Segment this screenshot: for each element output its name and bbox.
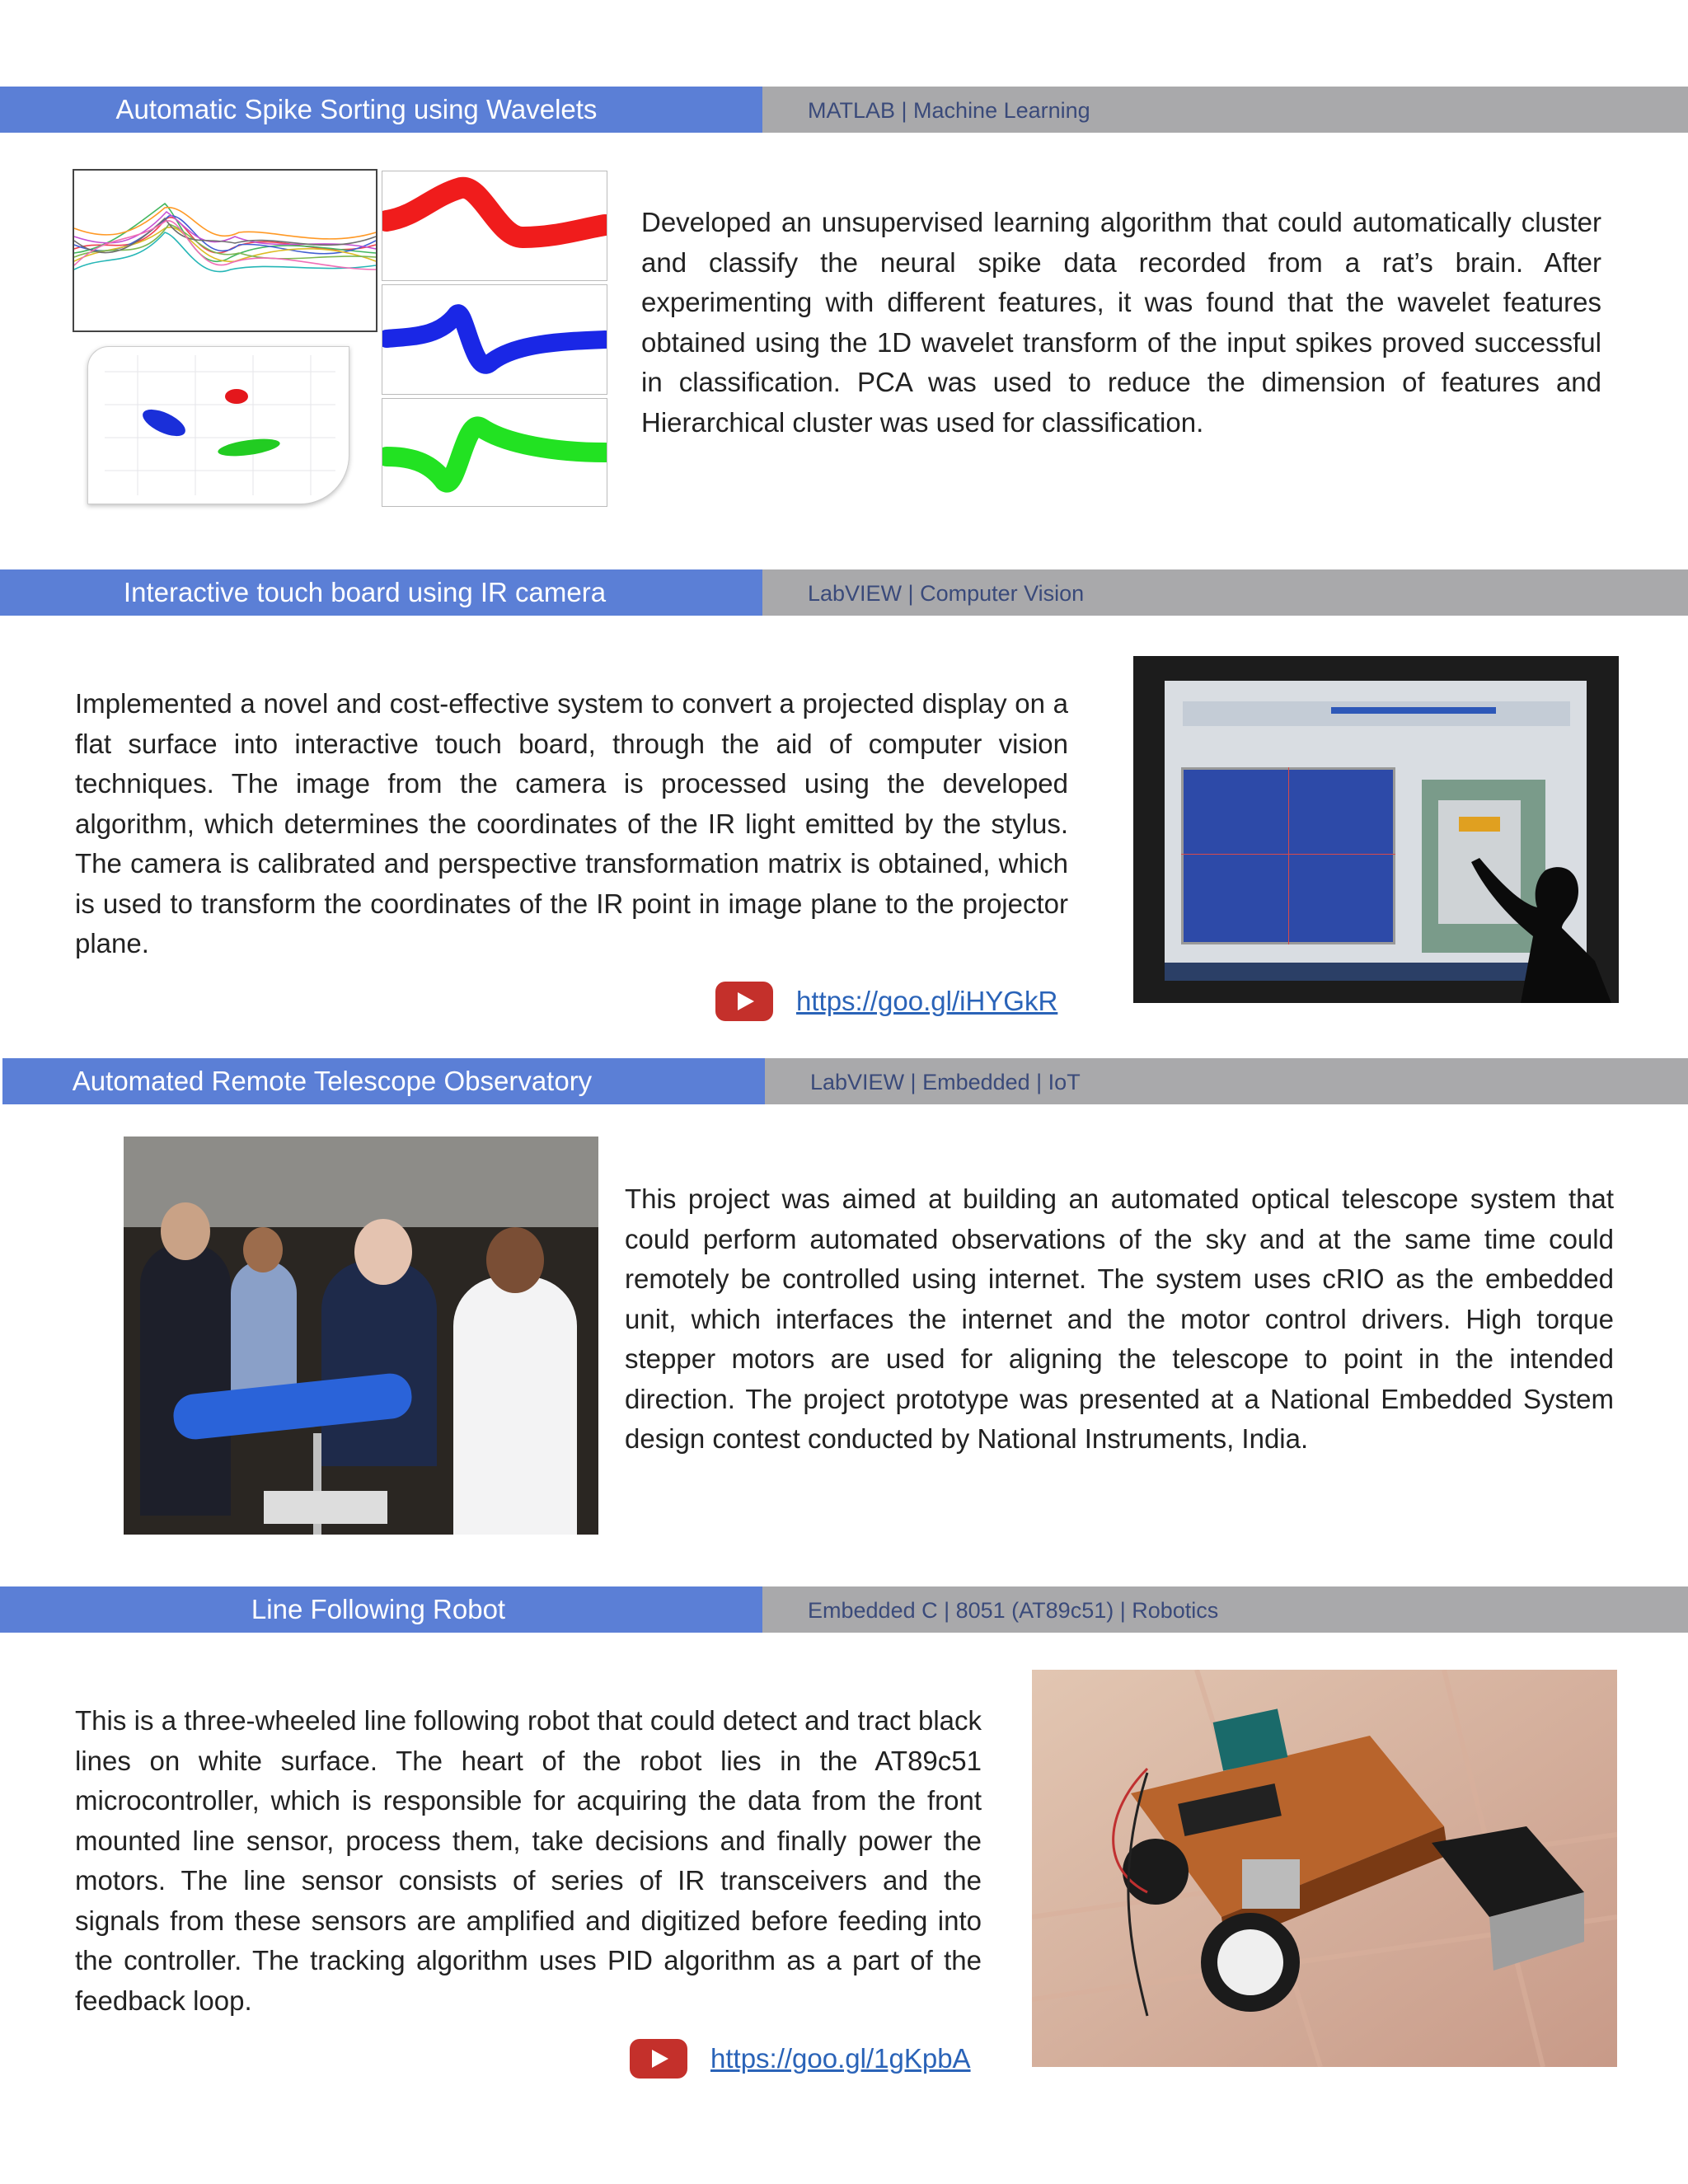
video-link[interactable]: https://goo.gl/iHYGkR xyxy=(796,986,1058,1016)
project-title: Line Following Robot xyxy=(251,1594,506,1624)
touch-board-photo xyxy=(1133,656,1619,1003)
project-description: Developed an unsupervised learning algorithm that could automatically cluster and classify the neural spike data recorded from a rat’s brain. After experimenting with different features, it was found that the wavelet features obtained using the 1D wavelet transform of the input spikes proved successful in classification. PCA was used to reduce the dimension of features and Hierarchical cluster was used for classification. xyxy=(641,207,1601,438)
video-link-row xyxy=(630,2039,971,2079)
line-robot-photo xyxy=(1032,1670,1617,2067)
video-link-row xyxy=(715,982,1057,1021)
project-tags: MATLAB | Machine Learning xyxy=(762,87,1688,133)
project-description: Implemented a novel and cost-effective system to convert a projected display on a flat surface into interactive touch board, through the aid of computer vision techniques. The image from the camera is processed using the developed algorithm, which determines the coordinates of the IR light emitted by the stylus. The camera is calibrated and perspective transformation matrix is obtained, which is used to transform the coordinates of the IR point in image plane to the projector plane. xyxy=(75,688,1068,958)
project-title-bar xyxy=(0,1586,762,1633)
project-title-bar xyxy=(0,569,762,616)
project-title-bar xyxy=(0,87,762,133)
project-tags: Embedded C | 8051 (AT89c51) | Robotics xyxy=(762,1586,1688,1633)
video-link[interactable]: https://goo.gl/1gKpbA xyxy=(710,2043,971,2074)
project-tags: LabVIEW | Embedded | IoT xyxy=(765,1058,1688,1104)
project-tags: LabVIEW | Computer Vision xyxy=(762,569,1688,616)
project-description: This is a three-wheeled line following robot that could detect and tract black lines on white surface. The heart of the robot lies in the AT89c51 microcontroller, which is responsible for acquiring the data from the front mounted line sensor, process them, take decisions and finally power the motors. The line sensor consists of series of IR transceivers and the signals from these sensors are amplified and digitized before feeding into the controller. The tracking algorithm uses PID algorithm as a part of the feedback loop. xyxy=(75,1705,982,2016)
cluster-scatter-figure xyxy=(87,346,349,504)
blue-cluster-waveforms xyxy=(382,284,607,395)
project-description: This project was aimed at building an automated optical telescope system that could perform automated observations of the sky and at the same time could remotely be controlled using internet. The system uses cRIO as the embedded unit, which interfaces the internet and the motor control drivers. High torque stepper motors are used for aligning the telescope to point in the intended direction. The project prototype was presented at a National Embedded System design contest conducted by National Instruments, India. xyxy=(625,1183,1614,1454)
green-cluster-waveforms xyxy=(382,398,607,507)
project-title: Interactive touch board using IR camera xyxy=(123,577,607,607)
project-title-bar xyxy=(2,1058,765,1104)
red-cluster-waveforms xyxy=(382,171,607,281)
youtube-icon[interactable] xyxy=(715,982,773,1021)
spike-waveforms-figure xyxy=(73,169,377,332)
project-title: Automatic Spike Sorting using Wavelets xyxy=(115,94,598,124)
telescope-photo xyxy=(124,1137,598,1535)
project-title: Automated Remote Telescope Observatory xyxy=(72,1066,593,1096)
youtube-icon[interactable] xyxy=(630,2039,687,2079)
